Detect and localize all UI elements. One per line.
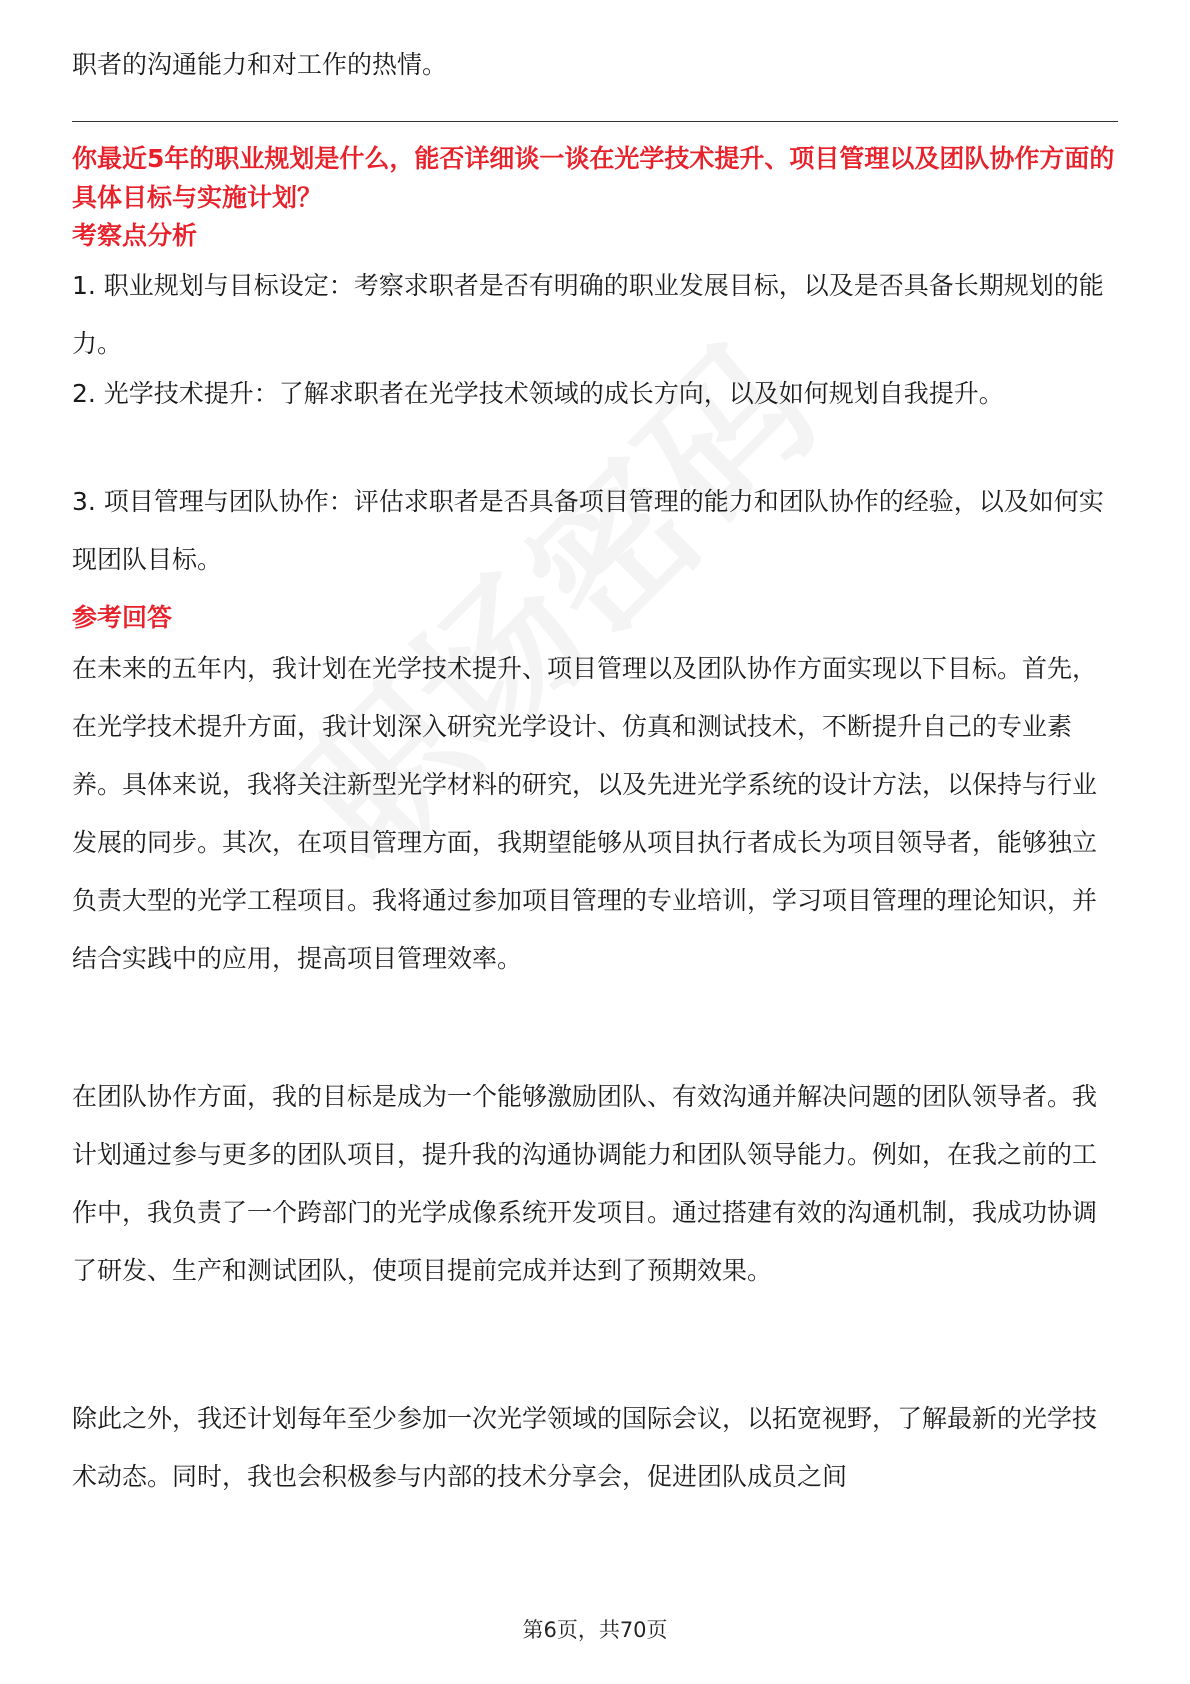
answer-paragraph-3: 除此之外，我还计划每年至少参加一次光学领域的国际会议，以拓宽视野，了解最新的光学技术动态。同时，我也会积极参与内部的技术分享会，促进团队成员之间	[72, 1404, 1098, 1491]
analysis-point-1: 1. 职业规划与目标设定：考察求职者是否有明确的职业发展目标，以及是否具备长期规划的能力。	[72, 271, 1104, 358]
analysis-point-2: 2. 光学技术提升：了解求职者在光学技术领域的成长方向，以及如何规划自我提升。	[72, 379, 1004, 408]
question: 你最近5年的职业规划是什么，能否详细谈一谈在光学技术提升、项目管理以及团队协作方面的具体目标与实施计划？	[72, 144, 1115, 212]
intro-tail: 职者的沟通能力和对工作的热情。	[72, 50, 448, 79]
answer-heading: 参考回答	[72, 603, 173, 632]
divider	[72, 121, 1118, 122]
answer-paragraph-1: 在未来的五年内，我计划在光学技术提升、项目管理以及团队协作方面实现以下目标。首先，在光学技术提升方面，我计划深入研究光学设计、仿真和测试技术，不断提升自己的专业素养。具体来说，我将关注新型光学材料的研究，以及先进光学系统的设计方法，以保持与行业发展的同步。其次，在项目管理方面，我期望能够从项目执行者成长为项目领导者，能够独立负责大型的光学工程项目。我将通过参加项目管理的专业培训，学习项目管理的理论知识，并结合实践中的应用，提高项目管理效率。	[72, 654, 1098, 973]
analysis-point-3: 3. 项目管理与团队协作：评估求职者是否具备项目管理的能力和团队协作的经验，以及如何实现团队目标。	[72, 487, 1104, 574]
page-footer: 第6页，共70页	[522, 1618, 668, 1642]
answer-paragraph-2: 在团队协作方面，我的目标是成为一个能够激励团队、有效沟通并解决问题的团队领导者。我计划通过参与更多的团队项目，提升我的沟通协调能力和团队领导能力。例如，在我之前的工作中，我负责了一个跨部门的光学成像系统开发项目。通过搭建有效的沟通机制，我成功协调了研发、生产和测试团队，使项目提前完成并达到了预期效果。	[72, 1082, 1098, 1285]
analysis-heading: 考察点分析	[72, 221, 198, 250]
